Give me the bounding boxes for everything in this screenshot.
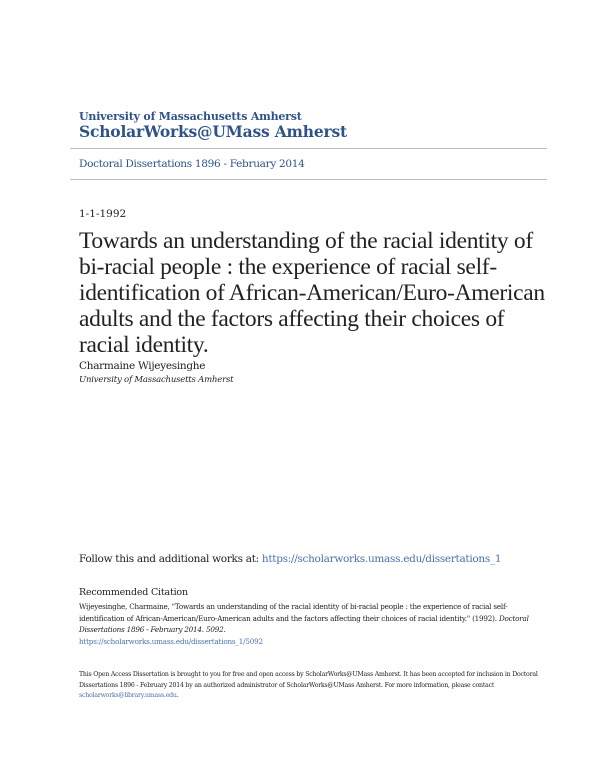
collection-link[interactable]: Doctoral Dissertations 1896 - February 2014 — [79, 158, 305, 170]
citation-heading: Recommended Citation — [79, 587, 188, 598]
document-title: Towards an understanding of the racial identity of bi-racial people : the experience of racial self-identification of African-American/Euro-American adults and the factors affecting their choices of racial identity. — [79, 228, 545, 358]
citation-number: . 5092. — [201, 625, 226, 634]
open-access-notice — [79, 670, 549, 702]
follow-text: Follow this and additional works at: — [79, 553, 262, 565]
affiliation: University of Massachusetts Amherst — [79, 375, 234, 385]
university-name: University of Massachusetts Amherst — [79, 110, 302, 123]
open-access-end: . — [176, 692, 179, 699]
divider — [70, 148, 547, 149]
repository-name[interactable]: ScholarWorks@UMass Amherst — [79, 122, 347, 141]
contact-email-link[interactable]: scholarworks@library.umass.edu — [79, 692, 177, 699]
divider — [70, 179, 547, 180]
citation — [79, 601, 549, 647]
citation-text: Wijeyesinghe, Charmaine, "Towards an understanding of the racial identity of bi-racial people : the experience of racial self-identification of African-American/Euro-American adults and the factors affecting their choices of racial identity." (1992). — [79, 602, 508, 623]
publication-date: 1-1-1992 — [79, 208, 127, 220]
author: Charmaine Wijeyesinghe — [79, 360, 206, 372]
citation-link[interactable]: https://scholarworks.umass.edu/dissertations_1/5092 — [79, 636, 263, 646]
open-access-text: This Open Access Dissertation is brought to you for free and open access by ScholarWorks@UMass Amherst. It has been accepted for inclusion in Doctoral Dissertations 1896 - February 2014 by an authorized administrator of ScholarWorks@UMass Amherst. For more information, please contact — [79, 671, 538, 689]
citation-series: Doctoral Dissertations 1896 - February 2014 — [79, 613, 529, 634]
follow-line — [79, 553, 501, 565]
follow-link[interactable]: https://scholarworks.umass.edu/dissertations_1 — [261, 553, 502, 565]
